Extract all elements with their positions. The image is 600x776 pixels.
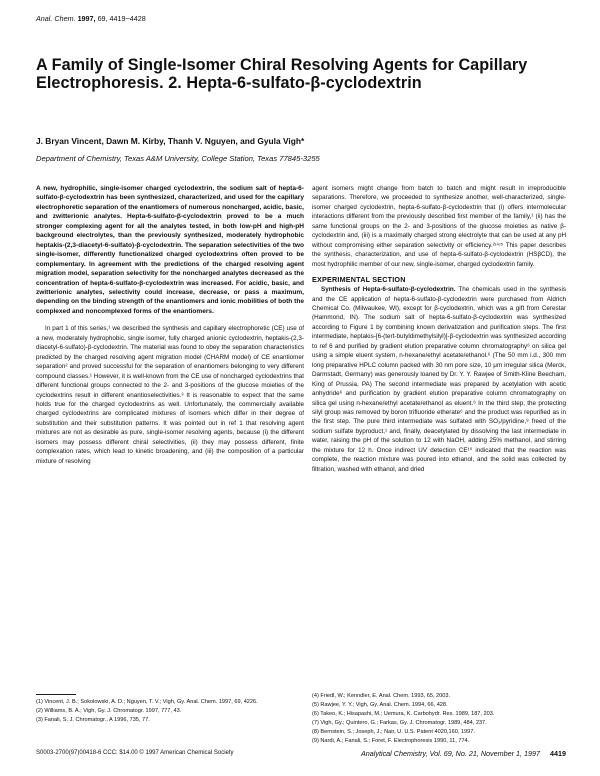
article-title: A Family of Single-Isomer Chiral Resolving Agents for Capillary Electrophoresis. 2. Hepta-6-sulfato-β-cyclodextrin xyxy=(36,56,528,92)
footer-journal-issue: Analytical Chemistry, Vol. 69, No. 21, November 1, 1997 xyxy=(361,749,540,758)
footnotes-right xyxy=(312,692,566,746)
experimental-text: The chemicals used in the synthesis and the CE application of hepta-6-sulfato-β-cyclodextrin were purchased from Aldrich Chemical Co. (Milwaukee, WI), except for β-cyclodextrin, which was a gift from Cerestar (Hammond, IN). The sodium salt of hepta-6-sulfato-β-cyclodextrin was synthesized according to Figure 1 by combining known derivatization and purification steps. The first intermediate, heptakis-[6-(tert-butyldimethylsilyl)]-β-cyclodextrin was synthesized according to ref 6 and purified by gradient elution preparative column chromatography⁶ on silica gel using a simple eluent system, n-hexane/ethyl acetate/ethanol.⁶ (The 50 mm i.d., 300 mm long preparative HPLC column packed with 30 nm pore size, 10 μm irregular silica (Merck, Darmstadt, Germany) was generously loaned by Dr. Y. Y. Rawjee of Smith-Kline Beecham, King of Prussia, PA) The second intermediate was prepared by acetylation with acetic anhydride⁶ and purification by gradient elution preparative column chromatography on silica gel using n-hexane/ethyl acetate/ethanol as eluent.⁶ In the third step, the protecting silyl group was removed by boron trifluoride etherate⁶ and the product was repurified as in the first step. The pure third intermediate was sulfated with SO₃/pyridine,⁸ freed of the sodium sulfate byproduct,¹ and, finally, deacetylated by dissolving the last intermediate in water, raising the pH of the solution to 12 with NaOH, adding 25% methanol, and stirring the mixture for 12 h. Once indirect UV detection CE¹⁰ indicated that the reaction was complete, the reaction mixture was poured into ethanol, and the solid was collected by filtration, washed with ethanol, and dried xyxy=(312,286,566,473)
footer-journal xyxy=(361,749,566,758)
footnotes-left xyxy=(36,694,304,725)
footnote: (2) Williams, B. A.; Vigh, Gy. J. Chromatogr. 1997, 777, 43. xyxy=(36,708,182,714)
abstract: A new, hydrophilic, single-isomer charged cyclodextrin, the sodium salt of hepta-6-sulfato-β-cyclodextrin has been synthesized, characterized, and used for the capillary electrophoretic separation of the enantiomers of numerous noncharged, acidic, basic, and zwitterionic analytes. Hepta-6-sulfato-β-cyclodextrin proved to be a much stronger complexing agent for all the analytes tested, in both low-pH and high-pH background electrolytes, than the previously synthesized, moderately hydrophobic heptakis-(2,3-diacetyl-6-sulfato)-β-cyclodextrin. The separation selectivities of the two single-isomer, differently functionalized charged cyclodextrins often proved to be complementary. In agreement with the predictions of the charged resolving agent migration model, separation selectivity for the noncharged analytes decreased as the concentration of hepta-6-sulfato-β-cyclodextrin was increased. For acidic, basic, and zwitterionic analytes, selectivity could increase, decrease, or pass a maximum, depending on the binding strength of the enantiomers and ionic mobilities of both the complexed and noncomplexed forms of the enantiomers. xyxy=(36,185,304,315)
journal-name: Anal. Chem. xyxy=(36,14,76,23)
page-number: 4419 xyxy=(550,749,566,758)
intro-paragraph: In part 1 of this series,¹ we described the synthesis and capillary electrophoretic (CE) use of a new, moderately hydrophobic, single isomer, fully charged anionic cyclodextrin, heptakis-(2,3-diacetyl-6-sulfato)-β-cyclodextrin. The material was found to obey the separation characteristics predicted by the charged resolving agent migration model (CHARM model) of CE enantiomer separation² and proved successful for the separation of enantiomers belonging to very different compound classes.¹ However, it is well-known from the CE use of noncharged cyclodextrins that different functional groups connected to the 2- and 3-positions of the glucose moieties of the cyclodextrins result in different enantioselectivities.³ It is reasonable to expect that the same holds true for the charged cyclodextrins as well. Unfortunately, the commercially available charged cyclodextrins are complicated mixtures of isomers which differ in their degree of substitution and their substitution patterns. It was pointed out in ref 1 that resolving agent mixtures are not as desirable as pure, single-isomer resolving agents, because (i) the different isomers may possess different chiral selectivities, (ii) they may possess different, finite complexation rates, which lead to kinetic broadening, and (iii) the composition of a particular mixture of resolving xyxy=(36,325,304,465)
footnote: (4) Friedl, W.; Kenndler, E. Anal. Chem. 1993, 65, 2003. xyxy=(312,693,451,699)
footnote: (8) Bernstein, S.; Joseph, J.; Nair, U. U.S. Patent 4020,160, 1997. xyxy=(312,729,475,735)
footer-copyright: S0003-2700(97)00418-6 CCC: $14.00 © 1997 American Chemical Society xyxy=(36,750,234,756)
article-affiliation: Department of Chemistry, Texas A&M University, College Station, Texas 77845-3255 xyxy=(36,154,320,163)
experimental-subheading: Synthesis of Hepta-6-sulfato-β-cyclodextrin. xyxy=(321,286,456,294)
footnote: (5) Rawjee, Y. Y.; Vigh, Gy. Anal. Chem. 1994, 66, 428. xyxy=(312,702,448,708)
left-column xyxy=(36,184,304,466)
right-column-paragraph: agent isomers might change from batch to batch and might result in irreproducible separations. Therefore, we proceeded to synthesize another, well-characterized, single-isomer charged cyclodextrin, hepta-6-sulfato-β-cyclodextrin that (i) offers intermolecular interactions different from the previously described first member of the family,¹ (ii) has the same functional groups on the 2- and 3-positions of the glucose moieties as native β-cyclodextrin and, (iii) is a maximally charged strong electrolyte that can be used at any pH without compromising either separation selectivity or efficiency.²ʴ⁴ʴ⁵ This paper describes the synthesis, characterization, and use of hepta-6-sulfato-β-cyclodextrin (HSβCD), the most hydrophilic member of our new, single-isomer, charged cyclodextrin family. xyxy=(312,185,566,268)
journal-year: 1997, xyxy=(77,14,96,23)
footnote: (7) Vigh, Gy.; Quintero, G.; Farkas, Gy. J. Chromatogr. 1989, 484, 237. xyxy=(312,720,487,726)
section-heading: EXPERIMENTAL SECTION xyxy=(312,275,406,285)
journal-volume-pages: 69, 4419−4428 xyxy=(97,14,146,23)
footnote: (1) Vincent, J. B.; Sokolowski, A. D.; Nguyen, T. V.; Vigh, Gy. Anal. Chem. 1997, 69, 4226. xyxy=(36,699,258,705)
footnote: (9) Nardi, A.; Fanali, S.; Foret, F. Electrophoresis 1990, 11, 774. xyxy=(312,738,470,744)
experimental-paragraph xyxy=(312,285,566,474)
right-column xyxy=(312,184,566,474)
footnote-divider xyxy=(36,694,76,695)
footnote: (3) Fanali, S. J. Chromatogr., A 1996, 735, 77. xyxy=(36,717,150,723)
article-authors: J. Bryan Vincent, Dawn M. Kirby, Thanh V. Nguyen, and Gyula Vigh* xyxy=(36,136,305,146)
footnote: (6) Takeo, K.; Hisapashi, M.; Uemura, K. Carbohydr. Res. 1989, 187, 203. xyxy=(312,711,495,717)
journal-reference xyxy=(36,14,146,23)
